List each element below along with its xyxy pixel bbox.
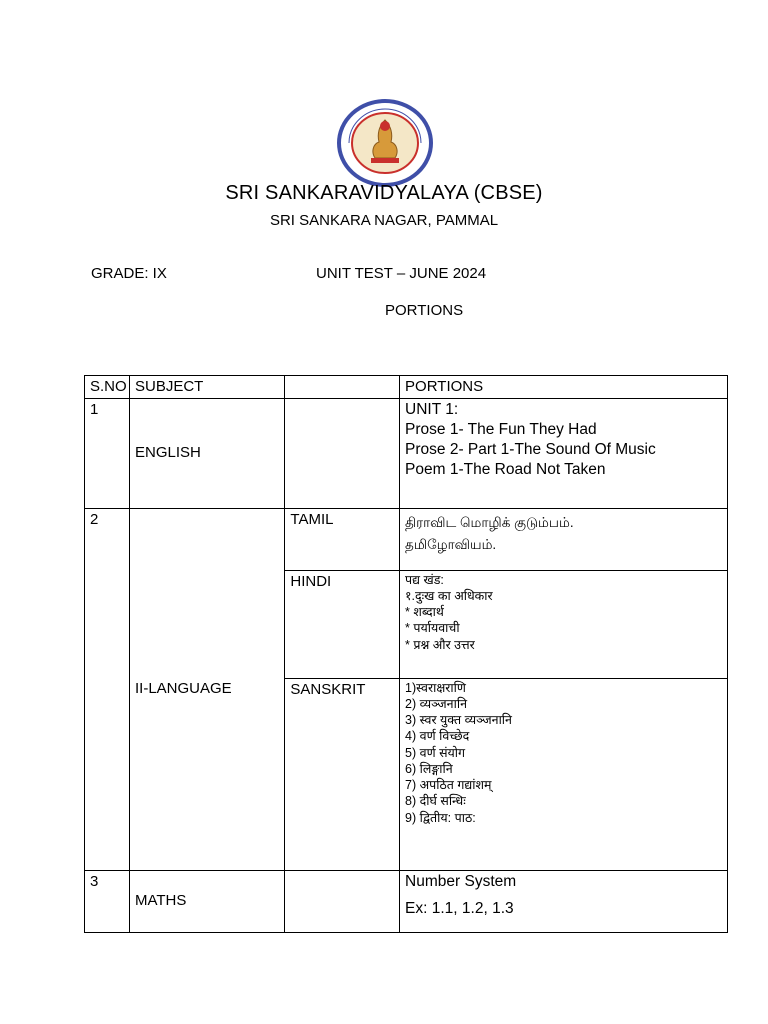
header-portions: PORTIONS [400, 376, 728, 399]
portion-line: * प्रश्न और उत्तर [405, 637, 475, 652]
portion-line: 3) स्वर युक्त व्यञ्जनानि [405, 713, 512, 727]
portion-line: 1)स्वराक्षराणि [405, 680, 466, 695]
portion-line: पद्य खंड: [405, 572, 444, 587]
header-subject: SUBJECT [130, 376, 285, 399]
school-address: SRI SANKARA NAGAR, PAMMAL [269, 212, 499, 229]
sub-tamil: TAMIL [285, 508, 400, 570]
sub-english-empty [285, 398, 400, 508]
portion-line: 7) अपठित गद्यांशम् [405, 778, 492, 792]
portion-line: 8) दीर्घ सन्धिः [405, 794, 466, 809]
portion-line: 2) व्यञ्जनानि [405, 696, 468, 711]
portion-line: १.दुःख का अधिकार [405, 588, 493, 603]
school-name: SRI SANKARAVIDYALAYA (CBSE) [225, 182, 543, 204]
grade-label: GRADE: IX [91, 265, 167, 282]
portion-line: Poem 1-The Road Not Taken [405, 460, 606, 478]
portion-line: 4) वर्ण विच्छेद [405, 729, 470, 744]
portions-sanskrit [400, 678, 728, 870]
sub-sanskrit: SANSKRIT [285, 678, 400, 870]
portions-english [400, 398, 728, 508]
portion-line: Ex: 1.1, 1.2, 1.3 [405, 899, 514, 917]
school-logo [335, 98, 435, 188]
table-row-tamil [85, 508, 728, 570]
portions-hindi [400, 570, 728, 678]
subject-language: II-LANGUAGE [130, 508, 285, 870]
portion-line: Number System [405, 872, 517, 890]
subject-english: ENGLISH [130, 398, 285, 508]
portion-line: 5) वर्ण संयोग [405, 745, 466, 760]
portion-line: UNIT 1: [405, 400, 459, 418]
table-row-maths [85, 870, 728, 932]
sub-maths-empty [285, 870, 400, 932]
subject-maths: MATHS [130, 870, 285, 932]
test-name: UNIT TEST – JUNE 2024 [316, 265, 487, 282]
portion-line: தமிழோவியம். [405, 537, 497, 553]
portion-line: 9) द्वितीय: पाठ: [405, 810, 476, 825]
portions-maths [400, 870, 728, 932]
portion-line: * शब्दार्थ [405, 605, 444, 619]
section-title: PORTIONS [385, 302, 464, 319]
table-row-english [85, 398, 728, 508]
sub-hindi: HINDI [285, 570, 400, 678]
header-sno: S.NO [85, 376, 130, 399]
sno-maths: 3 [85, 870, 130, 932]
portion-line: 6) लिङ्गानि [405, 761, 453, 776]
sno-language: 2 [85, 508, 130, 870]
portion-line: திராவிட மொழிக் குடும்பம். [405, 514, 574, 530]
portions-tamil [400, 508, 728, 570]
portion-line: Prose 1- The Fun They Had [405, 420, 597, 438]
portion-line: Prose 2- Part 1-The Sound Of Music [405, 440, 656, 458]
header-sub [285, 376, 400, 399]
sno-english: 1 [85, 398, 130, 508]
portion-line: * पर्यायवाची [405, 621, 460, 636]
table-header-row [85, 376, 728, 399]
portions-table [84, 375, 728, 933]
